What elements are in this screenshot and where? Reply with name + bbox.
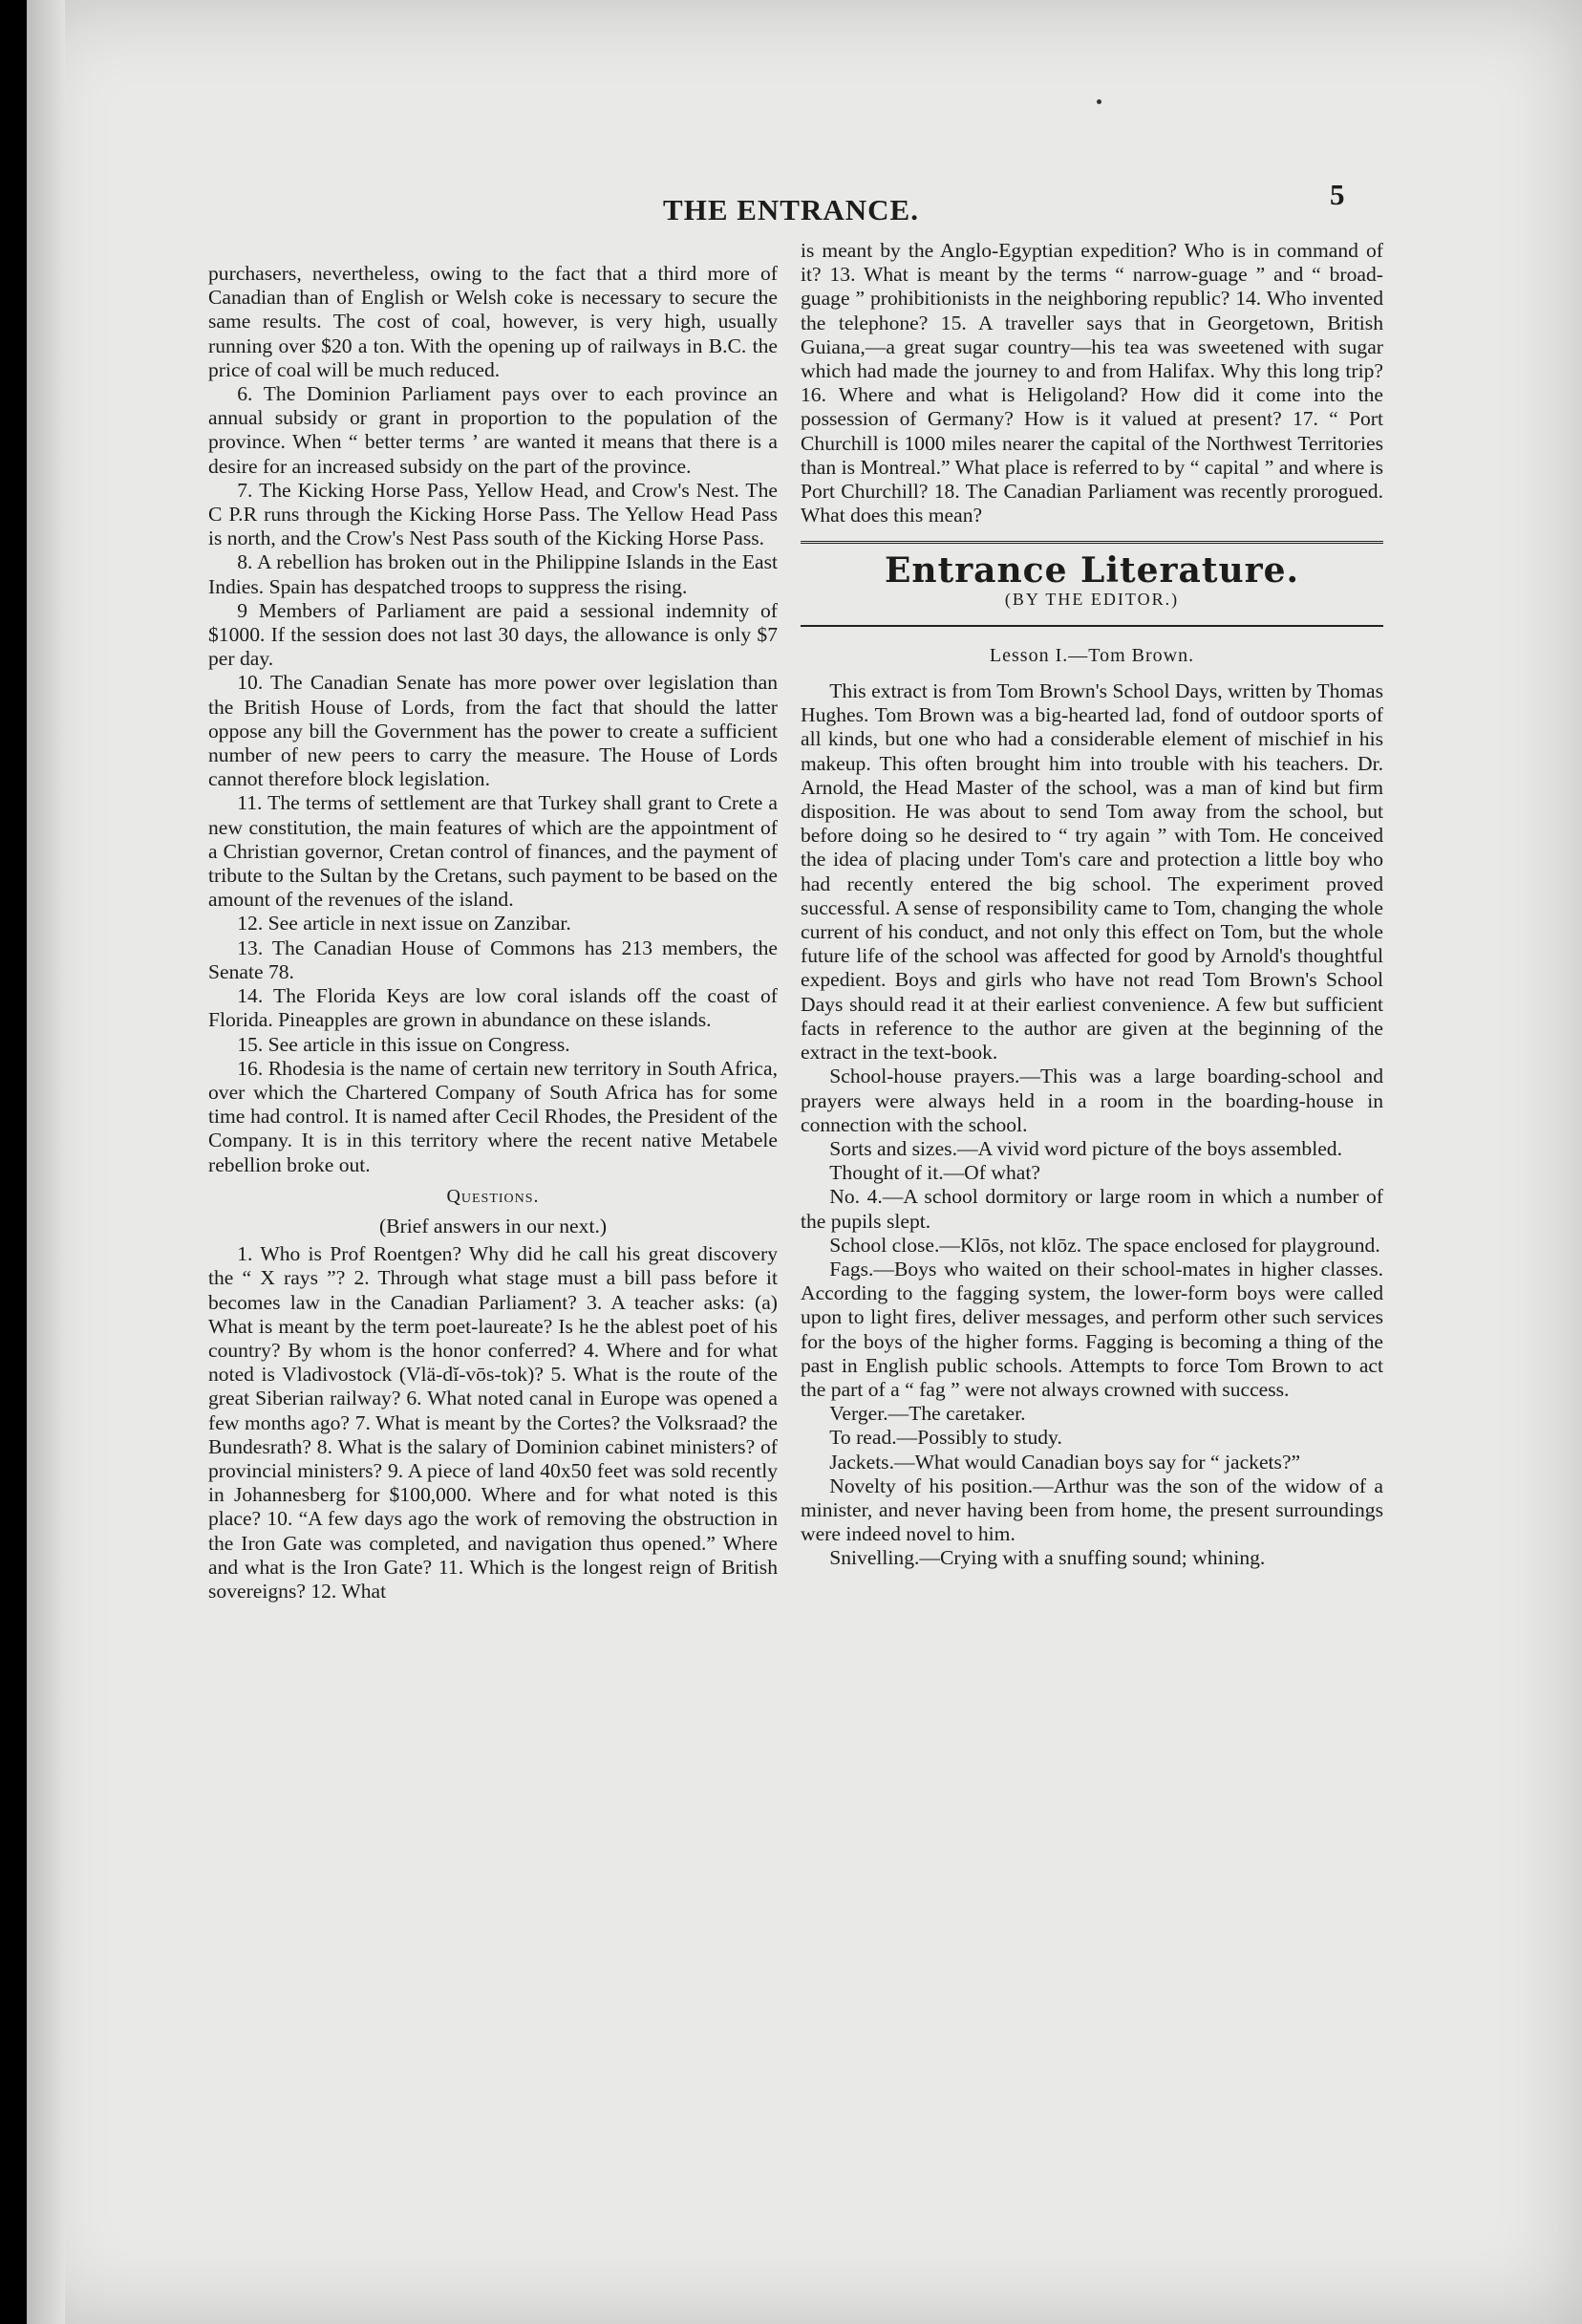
running-head: THE ENTRANCE. bbox=[663, 193, 919, 226]
binding-edge bbox=[27, 0, 65, 2324]
questions-heading: Questions. bbox=[446, 1185, 540, 1207]
answer-13: 13. The Canadian House of Commons has 213 members, the Senate 78. bbox=[208, 936, 778, 983]
right-column bbox=[801, 239, 1383, 1571]
paragraph: purchasers, nevertheless, owing to the fact that a third more of Canadian than of English or Welsh coke is necessary to secure the same results. The cost of coal, however, is very high, usually running over $20 a ton. With the opening up of railways in B.C. the price of coal will be much reduced. bbox=[208, 262, 778, 381]
answer-10: 10. The Canadian Senate has more power over legislation than the British House of Lords, from the fact that should the latter oppose any bill the Government has the power to create a sufficient number of new peers to carry the measure. The House of Lords cannot therefore block legislation. bbox=[208, 671, 778, 791]
section-title: Entrance Literature. bbox=[884, 550, 1300, 592]
note-item: Thought of it.—Of what? bbox=[829, 1161, 1040, 1185]
section-rule bbox=[801, 541, 1383, 546]
note-item: School close.—Klōs, not klōz. The space enclosed for playground. bbox=[829, 1233, 1380, 1257]
note-item: Verger.—The caretaker. bbox=[829, 1402, 1026, 1426]
section-byline: (BY THE EDITOR.) bbox=[1004, 589, 1180, 609]
answer-16: 16. Rhodesia is the name of certain new territory in South Africa, over which the Chartered Company of South Africa has for some time had control. It is named after Cecil Rhodes, the President of the Company. It is in this territory where the recent native Metabele rebellion broke out. bbox=[208, 1056, 778, 1176]
lesson-heading: Lesson I.—Tom Brown. bbox=[989, 644, 1195, 666]
questions-note: (Brief answers in our next.) bbox=[378, 1214, 608, 1237]
note-item: Sorts and sizes.—A vivid word picture of the boys assembled. bbox=[829, 1136, 1342, 1160]
answer-12: 12. See article in next issue on Zanzibar. bbox=[237, 912, 571, 936]
note-item: Jackets.—What would Canadian boys say for “ jackets?” bbox=[829, 1450, 1301, 1474]
byline-rule bbox=[801, 625, 1383, 627]
note-item: School-house prayers.—This was a large boarding-school and prayers were always held in a room in the boarding-house in connection with the school. bbox=[801, 1065, 1383, 1136]
note-item: Fags.—Boys who waited on their school-mates in higher classes. According to the fagging system, the lower-form boys were called upon to light fires, deliver messages, and perform other such services for the boys of the higher forms. Fagging is becoming a thing of the past in English public schools. Attempts to force Tom Brown to act the part of a “ fag ” were not always crowned with success. bbox=[801, 1257, 1383, 1401]
answer-15: 15. See article in this issue on Congress. bbox=[237, 1032, 570, 1056]
answer-6: 6. The Dominion Parliament pays over to each province an annual subsidy or grant in proportion to the population of the province. When “ better terms ’ are wanted it means that there is a desire for an increased subsidy on the part of the province. bbox=[208, 382, 778, 478]
left-column bbox=[208, 262, 778, 1603]
answer-8: 8. A rebellion has broken out in the Philippine Islands in the East Indies. Spain has despatched troops to suppress the rising. bbox=[208, 550, 778, 598]
answer-7: 7. The Kicking Horse Pass, Yellow Head, and Crow's Nest. The C P.R runs through the Kicking Horse Pass. The Yellow Head Pass is north, and the Crow's Nest Pass south of the Kicking Horse Pass. bbox=[208, 478, 778, 550]
note-item: Snivelling.—Crying with a snuffing sound; whining. bbox=[829, 1546, 1266, 1570]
page-number: 5 bbox=[1330, 178, 1345, 211]
ink-speck bbox=[1097, 99, 1101, 104]
note-item: No. 4.—A school dormitory or large room in which a number of the pupils slept. bbox=[801, 1185, 1383, 1233]
lesson-intro: This extract is from Tom Brown's School Days, written by Thomas Hughes. Tom Brown was a big-hearted lad, fond of outdoor sports of all kinds, but one who had a considerable element of mischief in his makeup. This often brought him into trouble with his teachers. Dr. Arnold, the Head Master of the school, was a man of kind but firm disposition. He was about to send Tom away from the school, but before doing so he desired to “ try again ” with Tom. He conceived the idea of placing under Tom's care and protection a little boy who had recently entered the big school. The experiment proved successful. A sense of responsibility came to Tom, changing the whole current of his conduct, and not only this effect on Tom, but the whole future life of the school was affected for good by Arnold's thoughtful expedient. Boys and girls who have not read Tom Brown's School Days should read it at their earliest convenience. A few but sufficient facts in reference to the author are given at the beginning of the extract in the text-book. bbox=[801, 679, 1383, 1065]
questions-text: 1. Who is Prof Roentgen? Why did he call his great discovery the “ X rays ”? 2. Through what stage must a bill pass before it becomes law in the Canadian Parliament? 3. A teacher asks: (a) What is meant by the term poet-laureate? Is he the ablest poet of his country? By whom is the honor conferred? 4. Where and for what noted is Vladivostock (Vlä-dĭ-vōs-tok)? 5. What is the route of the great Siberian railway? 6. What noted canal in Europe was opened a few months ago? 7. What is meant by the Cortes? the Volksraad? the Bundesrath? 8. What is the salary of Dominion cabinet ministers? of provincial ministers? 9. A piece of land 40x50 feet was sold recently in Johannesberg for $100,000. Where and for what noted is this place? 10. “A few days ago the work of removing the obstruction in the Iron Gate was completed, and navigation thus opened.” Where and what is the Iron Gate? 11. Which is the longest reign of British sovereigns? 12. What bbox=[208, 1242, 778, 1603]
answer-11: 11. The terms of settlement are that Turkey shall grant to Crete a new constitution, the main features of which are the appointment of a Christian governor, Cretan control of finances, and the payment of tribute to the Sultan by the Cretans, such payment to be based on the amount of the revenues of the island. bbox=[208, 791, 778, 912]
note-item: Novelty of his position.—Arthur was the son of the widow of a minister, and never having been from home, the present surroundings were indeed novel to him. bbox=[801, 1474, 1383, 1546]
answer-14: 14. The Florida Keys are low coral islands off the coast of Florida. Pineapples are grown in abundance on these islands. bbox=[208, 984, 778, 1032]
questions-continued: is meant by the Anglo-Egyptian expedition? Who is in command of it? 13. What is meant by the terms “ narrow-guage ” and “ broad-guage ” prohibitionists in the neighboring republic? 14. Who invented the telephone? 15. A traveller says that in Georgetown, British Guiana,—a great sugar country—his tea was sweetened with sugar which had made the journey to and from Halifax. Why this long trip? 16. Where and what is Heligoland? How did it come into the possession of Germany? How is it valued at present? 17. “ Port Churchill is 1000 miles nearer the capital of the Northwest Territories than is Montreal.” What place is referred to by “ capital ” and where is Port Churchill? 18. The Canadian Parliament was recently prorogued. What does this mean? bbox=[801, 239, 1383, 527]
note-item: To read.—Possibly to study. bbox=[829, 1426, 1062, 1450]
answer-9: 9 Members of Parliament are paid a sessional indemnity of $1000. If the session does not last 30 days, the allowance is only $7 per day. bbox=[208, 598, 778, 671]
